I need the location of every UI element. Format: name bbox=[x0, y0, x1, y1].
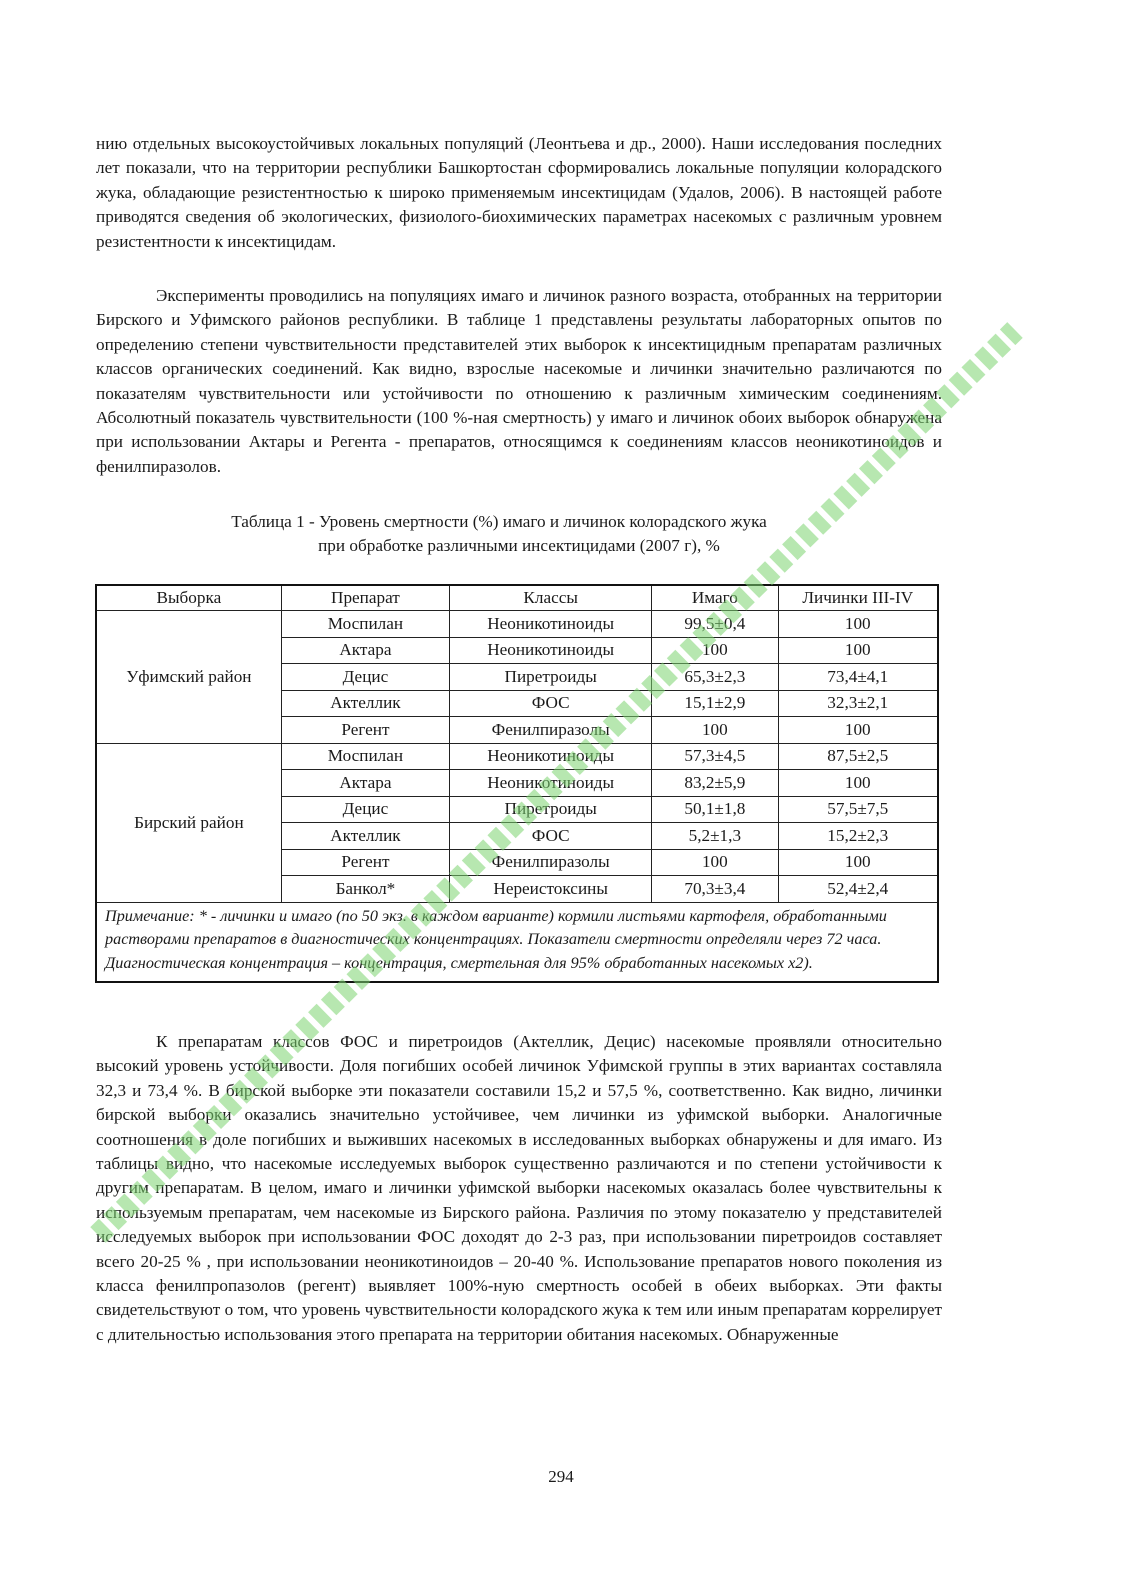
cell-larvae: 100 bbox=[778, 717, 938, 744]
cell-larvae: 100 bbox=[778, 611, 938, 638]
header-preparation: Препарат bbox=[281, 585, 449, 611]
cell-imago: 100 bbox=[652, 637, 778, 664]
cell-preparation: Децис bbox=[281, 664, 449, 691]
cell-larvae: 15,2±2,3 bbox=[778, 823, 938, 850]
cell-class: ФОС bbox=[450, 690, 652, 717]
cell-imago: 5,2±1,3 bbox=[652, 823, 778, 850]
table-caption-line-2: при обработке различными инсектицидами (2007 г), % bbox=[318, 536, 720, 555]
paragraph-2 bbox=[96, 284, 942, 479]
cell-preparation: Актара bbox=[281, 770, 449, 797]
cell-class: Неоникотиноиды bbox=[450, 743, 652, 770]
cell-class: Фенилпиразолы bbox=[450, 717, 652, 744]
table-caption-line-1: Таблица 1 - Уровень смертности (%) имаго и личинок колорадского жука bbox=[231, 512, 767, 531]
paragraph-3-text: К препаратам классов ФОС и пиретроидов (Актеллик, Децис) насекомые проявляли относительно высокий уровень устойчивости. Доля погибших особей личинок Уфимской группы в этих вариантах составляла 32,3 и 73,4 %. В бирской выборке эти показатели составили 15,2 и 57,5 %, соответственно. Как видно, личинки бирской выборки оказались значительно устойчивее, чем личинки из уфимской выборки. Аналогичные соотношения в доле погибших и выживших насекомых в исследованных выборках обнаружены и для имаго. Из таблицы видно, что насекомые исследуемых выборок существенно различаются и по степени устойчивости к другим препаратам. В целом, имаго и личинки уфимской выборки насекомых оказалась более чувствительны к используемым препаратам, чем насекомые из Бирского района. Различия по этому показателю у представителей исследуемых выборок при использовании ФОС доходят до 2-3 раз, при использовании пиретроидов составляет всего 20-25 % , при использовании неоникотиноидов – 20-40 %. Использование препаратов нового поколения из класса фенилпропазолов (регент) выявляет 100%-ную смертность особей в обеих выборках. Эти факты свидетельствуют о том, что уровень чувствительности колорадского жука к тем или иным препаратам коррелирует с длительностью использования этого препарата на территории обитания насекомых. Обнаруженные bbox=[96, 1032, 942, 1344]
cell-imago: 70,3±3,4 bbox=[652, 876, 778, 903]
cell-imago: 99,5±0,4 bbox=[652, 611, 778, 638]
mortality-table-wrapper bbox=[95, 584, 939, 983]
cell-class: Неоникотиноиды bbox=[450, 770, 652, 797]
cell-preparation: Регент bbox=[281, 717, 449, 744]
cell-imago: 57,3±4,5 bbox=[652, 743, 778, 770]
cell-larvae: 87,5±2,5 bbox=[778, 743, 938, 770]
header-sample: Выборка bbox=[96, 585, 281, 611]
cell-preparation: Актеллик bbox=[281, 823, 449, 850]
cell-class: Неоникотиноиды bbox=[450, 637, 652, 664]
table-row bbox=[96, 743, 938, 770]
group-name-birsk: Бирский район bbox=[96, 743, 281, 902]
cell-imago: 100 bbox=[652, 849, 778, 876]
cell-larvae: 52,4±2,4 bbox=[778, 876, 938, 903]
mortality-table bbox=[95, 584, 939, 983]
cell-larvae: 100 bbox=[778, 637, 938, 664]
page-number: 294 bbox=[548, 1467, 574, 1486]
cell-larvae: 100 bbox=[778, 849, 938, 876]
cell-class: Нереистоксины bbox=[450, 876, 652, 903]
table-caption bbox=[96, 510, 942, 558]
cell-preparation: Актеллик bbox=[281, 690, 449, 717]
cell-class: ФОС bbox=[450, 823, 652, 850]
cell-larvae: 32,3±2,1 bbox=[778, 690, 938, 717]
cell-imago: 65,3±2,3 bbox=[652, 664, 778, 691]
cell-class: Пиретроиды bbox=[450, 796, 652, 823]
table-note-row bbox=[96, 902, 938, 982]
cell-larvae: 73,4±4,1 bbox=[778, 664, 938, 691]
cell-preparation: Банкол* bbox=[281, 876, 449, 903]
cell-imago: 15,1±2,9 bbox=[652, 690, 778, 717]
paragraph-1 bbox=[96, 132, 942, 254]
cell-larvae: 100 bbox=[778, 770, 938, 797]
cell-class: Пиретроиды bbox=[450, 664, 652, 691]
cell-preparation: Моспилан bbox=[281, 743, 449, 770]
header-imago: Имаго bbox=[652, 585, 778, 611]
cell-preparation: Децис bbox=[281, 796, 449, 823]
table-note: Примечание: * - личинки и имаго (по 50 экз. в каждом варианте) кормили листьями картофеля, обработанными растворами препаратов в диагностических концентрациях. Показатели смертности определяли через 72 часа. Диагностическая концентрация – концентрация, смертельная для 95% обработанных насекомых х2). bbox=[96, 902, 938, 982]
cell-preparation: Регент bbox=[281, 849, 449, 876]
cell-class: Неоникотиноиды bbox=[450, 611, 652, 638]
group-name-ufa: Уфимский район bbox=[96, 611, 281, 744]
paragraph-1-text: нию отдельных высокоустойчивых локальных популяций (Леонтьева и др., 2000). Наши исследования последних лет показали, что на территории республики Башкортостан сформировались локальные популяции колорадского жука, обладающие резистентностью к широко применяемым инсектицидам (Удалов, 2006). В настоящей работе приводятся сведения об экологических, физиолого-биохимических параметрах насекомых с различным уровнем резистентности к инсектицидам. bbox=[96, 134, 942, 251]
header-classes: Классы bbox=[450, 585, 652, 611]
cell-imago: 50,1±1,8 bbox=[652, 796, 778, 823]
paragraph-2-text: Эксперименты проводились на популяциях имаго и личинок разного возраста, отобранных на территории Бирского и Уфимского районов республики. В таблице 1 представлены результаты лабораторных опытов по определению степени чувствительности представителей этих выборок к инсектицидным препаратам различных классов органических соединений. Как видно, взрослые насекомые и личинки значительно различаются по показателям чувствительности или устойчивости по отношению к различным химическим соединениям. Абсолютный показатель чувствительности (100 %-ная смертность) у имаго и личинок обоих выборок обнаружена при использовании Актары и Регента - препаратов, относящимся к соединениям классов неоникотиноидов и фенилпиразолов. bbox=[96, 286, 942, 476]
cell-larvae: 57,5±7,5 bbox=[778, 796, 938, 823]
table-row bbox=[96, 611, 938, 638]
header-larvae: Личинки III-IV bbox=[778, 585, 938, 611]
cell-preparation: Моспилан bbox=[281, 611, 449, 638]
cell-class: Фенилпиразолы bbox=[450, 849, 652, 876]
paragraph-3 bbox=[96, 1030, 942, 1347]
cell-imago: 100 bbox=[652, 717, 778, 744]
cell-imago: 83,2±5,9 bbox=[652, 770, 778, 797]
cell-preparation: Актара bbox=[281, 637, 449, 664]
table-header-row bbox=[96, 585, 938, 611]
